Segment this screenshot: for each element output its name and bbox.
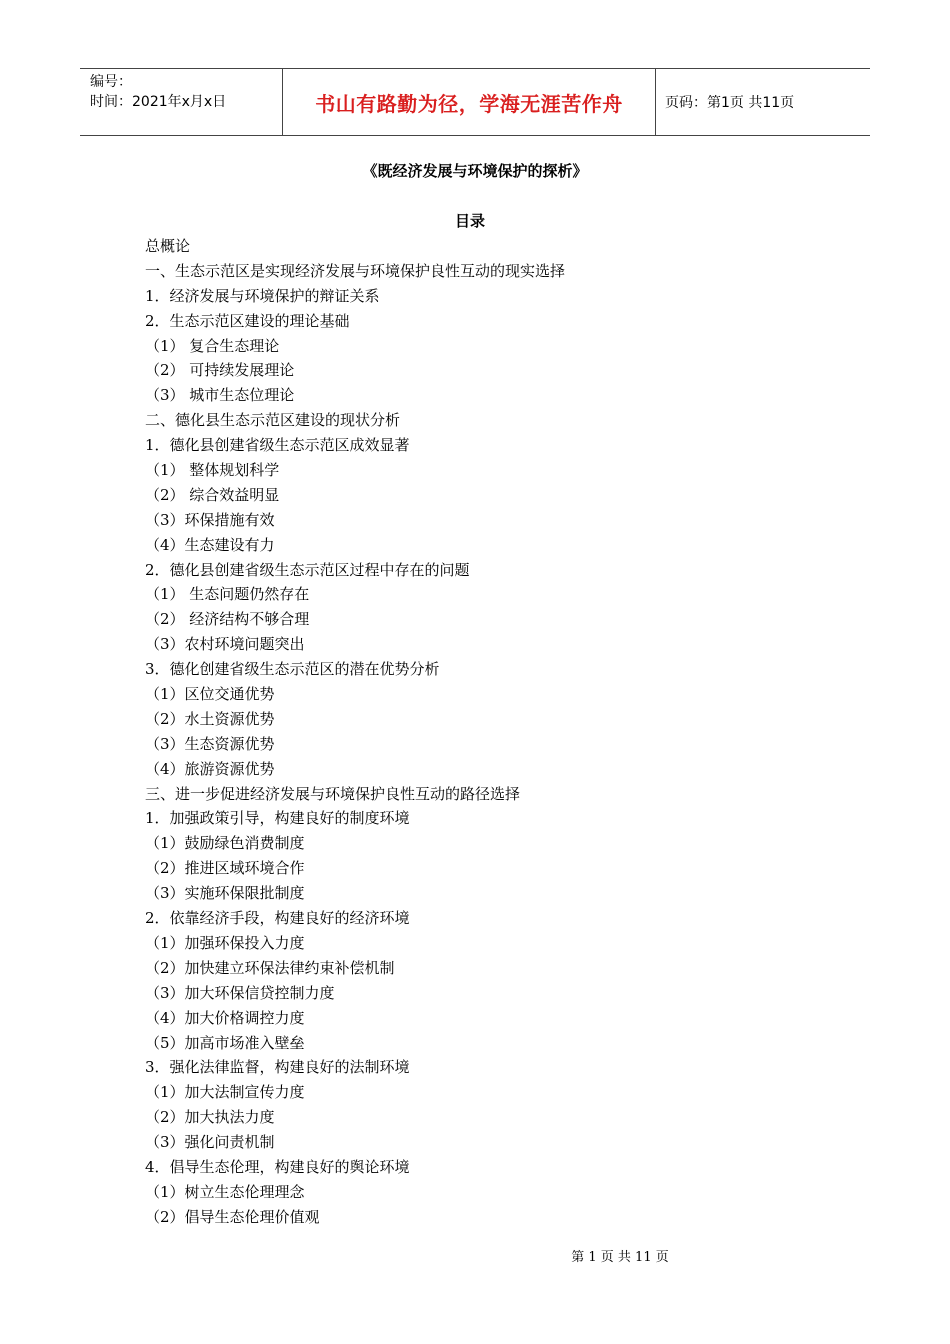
toc-item: （1）树立生态伦理理念 xyxy=(145,1182,305,1201)
time-label: 时间：2021年x月x日 xyxy=(90,94,227,110)
toc-item: （2）推进区域环境合作 xyxy=(145,859,305,878)
toc-item: （1）加强环保投入力度 xyxy=(145,933,305,952)
toc-item: （4）旅游资源优势 xyxy=(145,759,275,778)
toc-item: 4．倡导生态伦理，构建良好的舆论环境 xyxy=(145,1157,410,1176)
page-header xyxy=(80,68,870,136)
toc-item: （1）区位交通优势 xyxy=(145,685,275,704)
toc-item: （3）强化问责机制 xyxy=(145,1133,275,1152)
toc-item: （1）鼓励绿色消费制度 xyxy=(145,834,305,853)
toc-item: 1．德化县创建省级生态示范区成效显著 xyxy=(145,436,410,455)
toc-item: （1） 复合生态理论 xyxy=(145,336,280,355)
toc-item: 1．加强政策引导，构建良好的制度环境 xyxy=(145,809,410,828)
toc-item: 总概论 xyxy=(145,237,191,255)
toc-item: 三、进一步促进经济发展与环境保护良性互动的路径选择 xyxy=(145,784,521,803)
toc-item: （4）加大价格调控力度 xyxy=(145,1008,305,1027)
toc-item: （1）加大法制宣传力度 xyxy=(145,1083,305,1102)
toc-item: （2） 综合效益明显 xyxy=(145,485,280,504)
toc-item: （3）农村环境问题突出 xyxy=(145,635,305,654)
toc-item: （5）加高市场准入壁垒 xyxy=(145,1033,305,1052)
toc-item: 一、生态示范区是实现经济发展与环境保护良性互动的现实选择 xyxy=(145,261,566,280)
page-info-text: 页码：第1页 共11页 xyxy=(665,95,795,111)
toc-item: （2） 经济结构不够合理 xyxy=(145,610,310,629)
toc-item: 二、德化县生态示范区建设的现状分析 xyxy=(145,411,401,430)
number-label: 编号： xyxy=(90,74,132,90)
toc-item: 2．德化县创建省级生态示范区过程中存在的问题 xyxy=(145,560,470,579)
toc-item: （2）水土资源优势 xyxy=(145,709,275,728)
toc-item: （3）生态资源优势 xyxy=(145,734,275,753)
toc-title: 目录 xyxy=(454,212,485,230)
toc-item: 2．依靠经济手段，构建良好的经济环境 xyxy=(145,909,410,928)
toc-item: （3） 城市生态位理论 xyxy=(145,386,295,405)
header-motto: 书山有路勤为径，学海无涯苦作舟 xyxy=(315,91,623,116)
header-page-info xyxy=(656,69,870,135)
toc-item: （4）生态建设有力 xyxy=(145,535,275,554)
toc-item: 2．生态示范区建设的理论基础 xyxy=(145,311,350,330)
toc-item: （2） 可持续发展理论 xyxy=(145,361,295,380)
toc-item: （1） 生态问题仍然存在 xyxy=(145,585,310,604)
header-meta xyxy=(80,69,283,135)
toc-item: （2）加快建立环保法律约束补偿机制 xyxy=(145,958,395,977)
toc-item: 3．强化法律监督，构建良好的法制环境 xyxy=(145,1058,410,1077)
document-title: 《既经济发展与环境保护的探析》 xyxy=(362,162,588,180)
header-motto-cell xyxy=(283,69,656,135)
toc-item: （2）加大执法力度 xyxy=(145,1108,275,1127)
toc-item: （3）加大环保信贷控制力度 xyxy=(145,983,335,1002)
toc-item: 3．德化创建省级生态示范区的潜在优势分析 xyxy=(145,660,440,679)
toc-item: （2）倡导生态伦理价值观 xyxy=(145,1207,320,1226)
toc-item: （3）环保措施有效 xyxy=(145,510,275,529)
toc-item: （3）实施环保限批制度 xyxy=(145,884,305,903)
toc-list xyxy=(145,234,565,1230)
toc-item: 1．经济发展与环境保护的辩证关系 xyxy=(145,286,380,305)
page-footer: 第 1 页 共 11 页 xyxy=(571,1250,669,1265)
toc-item: （1） 整体规划科学 xyxy=(145,461,280,480)
